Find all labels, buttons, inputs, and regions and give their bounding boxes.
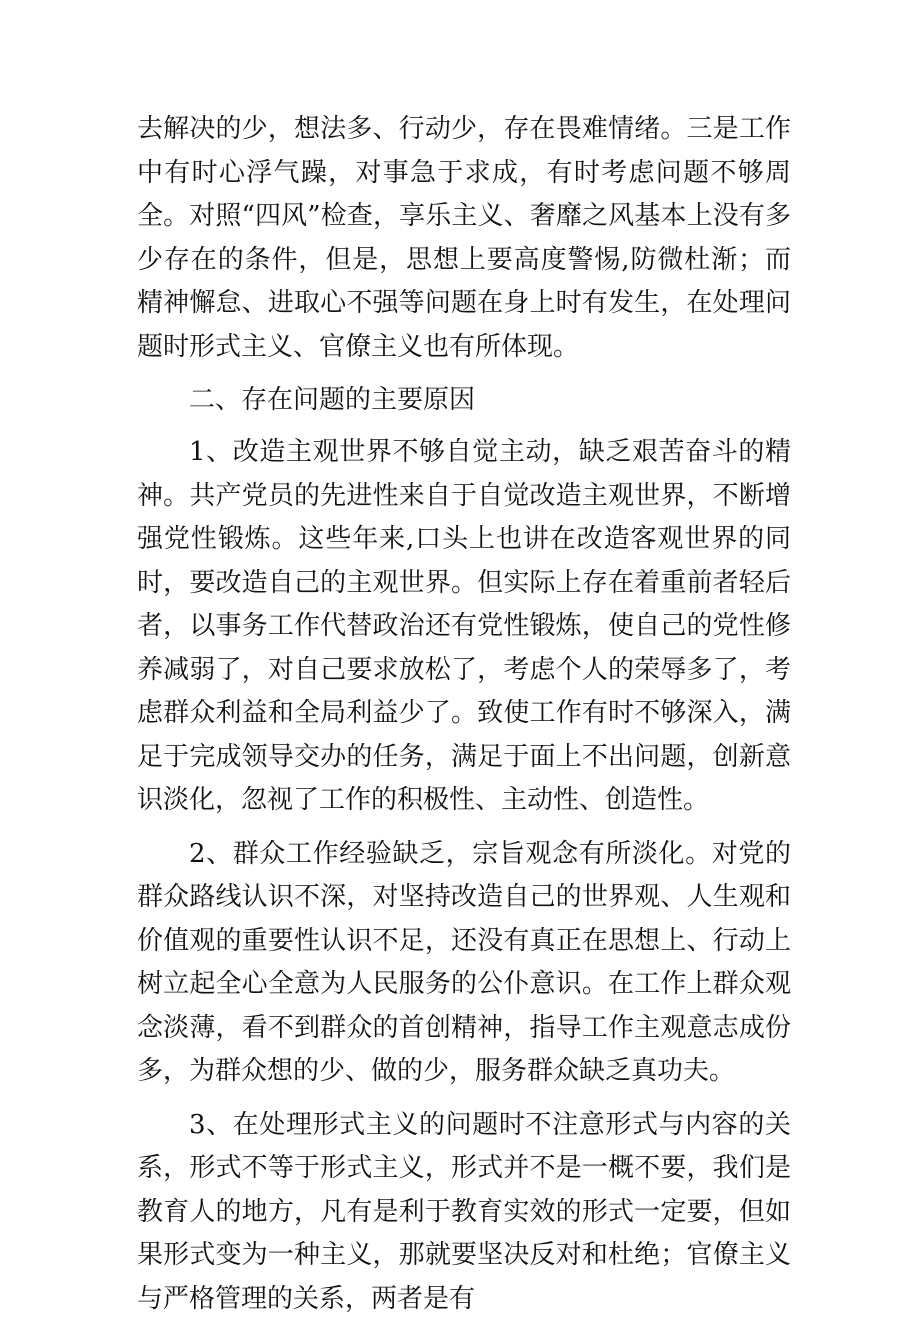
paragraph-reason-3: 3、在处理形式主义的问题时不注意形式与内容的关系，形式不等于形式主义，形式并不是一概不要，我们是教育人的地方，凡有是利于教育实效的形式一定要，但如果形式变为一种主义，那就要坚决反对和杜绝；官僚主义与严格管理的关系，两者是有 [137,1104,791,1321]
section-heading: 二、存在问题的主要原因 [137,375,791,425]
document-body [137,108,791,1321]
paragraph-reason-2: 2、群众工作经验缺乏，宗旨观念有所淡化。对党的群众路线认识不深，对坚持改造自己的世界观、人生观和价值观的重要性认识不足，还没有真正在思想上、行动上树立起全心全意为人民服务的公仆意识。在工作上群众观念淡薄，看不到群众的首创精神，指导工作主观意志成份多，为群众想的少、做的少，服务群众缺乏真功夫。 [137,833,791,1094]
paragraph-continuation: 去解决的少，想法多、行动少，存在畏难情绪。三是工作中有时心浮气躁，对事急于求成，有时考虑问题不够周全。对照“四风”检查，享乐主义、奢靡之风基本上没有多少存在的条件，但是，思想上要高度警惕,防微杜渐；而精神懈怠、进取心不强等问题在身上时有发生，在处理问题时形式主义、官僚主义也有所体现。 [137,108,791,369]
paragraph-reason-1: 1、改造主观世界不够自觉主动，缺乏艰苦奋斗的精神。共产党员的先进性来自于自觉改造主观世界，不断增强党性锻炼。这些年来,口头上也讲在改造客观世界的同时，要改造自己的主观世界。但实际上存在着重前者轻后者，以事务工作代替政治还有党性锻炼，使自己的党性修养减弱了，对自己要求放松了，考虑个人的荣辱多了，考虑群众利益和全局利益少了。致使工作有时不够深入，满足于完成领导交办的任务，满足于面上不出问题，创新意识淡化，忽视了工作的积极性、主动性、创造性。 [137,431,791,823]
